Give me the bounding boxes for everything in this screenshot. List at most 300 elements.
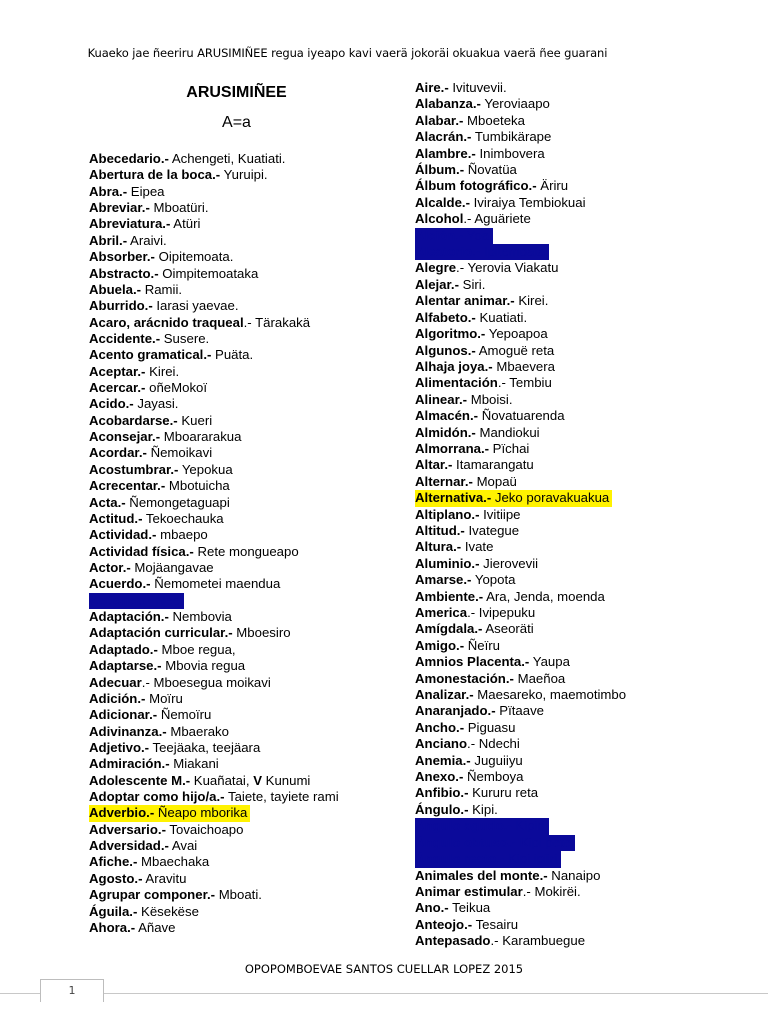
entry-definition: .- Tembiu xyxy=(497,375,552,391)
entry-term: Alternar.- xyxy=(415,473,473,489)
entry-text xyxy=(415,785,538,800)
dictionary-entry xyxy=(415,884,745,900)
entry-text xyxy=(415,178,568,193)
entry-definition: Kipi pete xyxy=(516,834,572,850)
entry-definition: Inimbovera xyxy=(475,145,545,161)
entry-text xyxy=(89,675,271,690)
entry-text xyxy=(415,589,605,604)
dictionary-entry xyxy=(89,445,389,461)
dictionary-entry xyxy=(89,315,389,331)
entry-text xyxy=(89,249,233,264)
dictionary-entry xyxy=(415,917,745,933)
entry-definition: Tumbikärape xyxy=(471,129,552,145)
entry-term: Alejar.- xyxy=(415,276,459,292)
right-column xyxy=(415,80,745,950)
entry-term: America xyxy=(415,605,468,620)
entry-definition: Iviraiya Tembiokuai xyxy=(469,194,586,210)
entry-term: Adjetivo.- xyxy=(89,739,150,755)
entry-text xyxy=(89,658,245,673)
entry-text xyxy=(89,544,299,559)
entry-definition: Ramii. xyxy=(141,281,183,297)
entry-text xyxy=(89,233,167,248)
dictionary-entry xyxy=(415,703,745,719)
dictionary-entry xyxy=(89,413,389,429)
entry-term: Ángulo.- xyxy=(415,801,469,817)
entry-text xyxy=(415,195,586,210)
entry-text xyxy=(89,789,339,804)
dictionary-entry xyxy=(415,293,745,309)
entry-term: Abreviatura.- xyxy=(89,216,171,232)
entry-text xyxy=(415,113,525,128)
entry-text xyxy=(415,441,529,456)
entry-text xyxy=(415,868,600,883)
dictionary-entry xyxy=(415,802,745,818)
entry-definition: oñeMokoï xyxy=(145,380,208,396)
dictionary-entry xyxy=(415,310,745,326)
entry-text xyxy=(415,293,548,308)
entry-definition: Ñemoikavi xyxy=(146,445,213,461)
dictionary-entry xyxy=(415,539,745,555)
entry-text xyxy=(89,445,212,460)
entry-term: Actitud.- xyxy=(89,510,143,526)
entry-term: Animales del monte.- xyxy=(415,867,548,883)
entry-definition: Mojäangavae xyxy=(130,559,214,575)
entry-definition: Mbaerako xyxy=(166,723,229,739)
entry-term: Abecedario.- xyxy=(89,151,169,166)
entry-definition: Ivate xyxy=(461,539,494,555)
dictionary-entry xyxy=(415,474,745,490)
entry-text xyxy=(89,282,182,297)
entry-definition: Yoa xyxy=(463,227,490,243)
entry-term: Algunos.- xyxy=(415,342,476,358)
entry-text xyxy=(89,331,209,346)
entry-term: Altitud.- xyxy=(415,522,465,538)
entry-definition: Ñeapo mborika xyxy=(154,805,248,821)
entry-term: Ángulo obtuso.- xyxy=(415,834,517,850)
entry-definition: Ñemometei maendua xyxy=(150,576,281,592)
dictionary-entry xyxy=(89,233,389,249)
entry-text xyxy=(89,495,230,510)
entry-definition: Oimpitemoataka xyxy=(158,265,259,281)
entry-definition: mbaepo xyxy=(156,527,208,543)
entry-text xyxy=(415,687,626,702)
entry-definition: Tekoechauka xyxy=(142,510,224,526)
entry-text xyxy=(415,228,493,244)
entry-term: Abuela.- xyxy=(89,281,142,297)
entry-definition: Ara, Jenda, moenda xyxy=(483,588,605,604)
entry-text xyxy=(415,392,512,407)
entry-definition: Mopaü xyxy=(472,473,517,489)
entry-term: Adicionar.- xyxy=(89,707,158,723)
entry-term: Adaptación.- xyxy=(89,609,169,625)
dictionary-entry xyxy=(415,277,745,293)
entry-term: Aconsejar.- xyxy=(89,429,161,445)
dictionary-entry xyxy=(415,195,745,211)
entry-definition: Mboesiro xyxy=(232,625,291,641)
dictionary-entry xyxy=(89,773,389,789)
entry-definition: Kësekëse xyxy=(137,903,199,919)
entry-term: Acrecentar.- xyxy=(89,478,166,494)
dictionary-entry xyxy=(89,347,389,363)
entry-text xyxy=(415,490,612,506)
page-footer: OPOPOMBOEVAE SANTOS CUELLAR LOPEZ 2015 xyxy=(244,962,524,976)
dictionary-entry xyxy=(415,868,745,884)
dictionary-entry xyxy=(89,151,389,167)
dictionary-entry xyxy=(89,740,389,756)
entry-term: Aceptar.- xyxy=(89,363,146,379)
dictionary-entry xyxy=(89,805,389,821)
dictionary-entry xyxy=(415,441,745,457)
dictionary-entry xyxy=(89,904,389,920)
entry-text xyxy=(89,200,208,215)
entry-definition: Yuruipi. xyxy=(220,167,268,183)
dictionary-entry xyxy=(89,331,389,347)
entry-definition: Maesareko, maemotimbo xyxy=(473,687,627,703)
entry-term: Alción.- xyxy=(415,227,464,243)
entry-term: Ambiente.- xyxy=(415,588,484,604)
entry-definition: Achengeti, Kuatiati. xyxy=(168,151,286,166)
entry-term: Alabanza.- xyxy=(415,96,481,112)
entry-text xyxy=(89,740,260,755)
entry-term: Alhaja joya.- xyxy=(415,358,493,374)
dictionary-entry xyxy=(415,589,745,605)
entry-text xyxy=(415,720,515,735)
entry-definition: Kunumi xyxy=(261,772,311,788)
entry-term: Amarse.- xyxy=(415,572,472,588)
entry-term: Analizar.- xyxy=(415,687,474,703)
entry-definition: Ñovatuarenda xyxy=(478,408,565,424)
entry-text xyxy=(415,703,544,718)
dictionary-entry xyxy=(89,167,389,183)
entry-text xyxy=(89,576,280,591)
entry-definition: Yepoapoa xyxy=(485,326,548,342)
entry-term: Águila.- xyxy=(89,903,138,919)
entry-text xyxy=(415,162,517,177)
entry-definition: Mboararakua xyxy=(160,429,242,445)
entry-term: Aleatorio.- xyxy=(415,244,481,260)
entry-term: Acordar.- xyxy=(89,445,147,461)
entry-definition: Mboeteka xyxy=(463,112,525,128)
entry-definition: Añave xyxy=(135,919,176,935)
entry-text xyxy=(89,560,214,575)
entry-definition: Rete mongueapo xyxy=(193,543,299,559)
entry-term: Alternativa.- xyxy=(415,490,492,506)
dictionary-entry xyxy=(89,380,389,396)
entry-text xyxy=(89,429,241,444)
dictionary-entry xyxy=(89,887,389,903)
dictionary-entry xyxy=(415,523,745,539)
entry-definition: Eipea xyxy=(127,183,165,199)
entry-text xyxy=(415,474,517,489)
entry-term: Alacrán.- xyxy=(415,129,472,145)
entry-text xyxy=(415,457,534,472)
entry-text xyxy=(415,244,549,260)
entry-definition: .- Ndechi xyxy=(467,736,520,752)
entry-term: Alabar.- xyxy=(415,112,464,128)
entry-text xyxy=(415,425,540,440)
entry-text xyxy=(89,724,229,739)
dictionary-entry xyxy=(89,691,389,707)
dictionary-entry xyxy=(415,228,745,244)
entry-text xyxy=(89,151,285,166)
entry-term: Ángulo agudo.- xyxy=(415,818,512,834)
dictionary-entry xyxy=(89,560,389,576)
entry-term: Agrupar componer.- xyxy=(89,887,216,903)
entry-term: Álbum.- xyxy=(415,162,465,178)
dictionary-entry xyxy=(89,298,389,314)
entry-definition: .- Mboesegua moikavi xyxy=(141,674,271,690)
entry-term: Adaptarse.- xyxy=(89,658,162,674)
entry-text xyxy=(89,315,310,330)
entry-text xyxy=(415,917,518,932)
entry-text xyxy=(415,310,527,325)
dictionary-entry xyxy=(415,113,745,129)
entry-term: Alentar animar.- xyxy=(415,293,515,309)
dictionary-entry xyxy=(89,609,389,625)
entry-term: Absorber.- xyxy=(89,249,155,265)
entry-term: Ángulo recto.- xyxy=(415,851,505,867)
entry-text xyxy=(415,277,485,292)
dictionary-entry xyxy=(415,835,745,851)
entry-text xyxy=(415,933,585,948)
entry-text xyxy=(415,638,500,653)
entry-definition: Jayasi. xyxy=(133,396,179,412)
entry-definition: Mandiokui xyxy=(475,424,540,440)
entry-definition: Moïru xyxy=(145,690,183,706)
entry-term: Anaranjado.- xyxy=(415,703,496,719)
dictionary-entry xyxy=(89,707,389,723)
dictionary-entry xyxy=(89,266,389,282)
entry-text xyxy=(89,396,178,411)
dictionary-entry xyxy=(415,457,745,473)
dictionary-entry xyxy=(89,396,389,412)
entry-term: Aburrido.- xyxy=(89,298,153,314)
entry-definition: Aravitu xyxy=(142,870,187,886)
entry-term: Acústica.- xyxy=(89,592,153,608)
dictionary-entry xyxy=(89,756,389,772)
entry-definition: .- Tärakakä xyxy=(243,314,311,330)
entry-text xyxy=(89,298,239,313)
dictionary-entry xyxy=(89,920,389,936)
entry-definition: Ivategue xyxy=(464,522,520,538)
entry-definition: Maeñoa xyxy=(513,670,566,686)
entry-text xyxy=(89,805,250,821)
entry-term: Alcalde.- xyxy=(415,194,470,210)
entry-text xyxy=(89,609,232,624)
dictionary-entry xyxy=(89,544,389,560)
entry-term: Acido.- xyxy=(89,396,134,412)
entry-term: Acaro, arácnido traqueal xyxy=(89,314,244,330)
entry-term: Alegre xyxy=(415,260,457,276)
entry-text xyxy=(415,343,554,358)
dictionary-entry xyxy=(415,605,745,621)
entry-definition: Tesairu xyxy=(472,916,519,932)
entry-text xyxy=(415,80,507,95)
entry-text xyxy=(415,539,493,554)
entry-definition: Piguasu xyxy=(464,719,516,735)
entry-text xyxy=(89,773,310,788)
entry-term: Alimentación xyxy=(415,375,498,391)
entry-term: Adoptar como hijo/a.- xyxy=(89,789,225,805)
dictionary-entry xyxy=(415,129,745,145)
entry-text xyxy=(415,900,490,915)
entry-term: Alinear.- xyxy=(415,391,468,407)
dictionary-entry xyxy=(415,507,745,523)
entry-term: Algoritmo.- xyxy=(415,326,486,342)
entry-definition: Susere. xyxy=(160,330,210,346)
entry-definition: Yeroviaapo xyxy=(480,96,550,112)
dictionary-entry xyxy=(415,556,745,572)
entry-definition: .- Mokirëi. xyxy=(522,883,581,899)
dictionary-entry xyxy=(415,785,745,801)
entry-definition: Jeko poravakuakua xyxy=(491,490,610,506)
dictionary-entry xyxy=(89,822,389,838)
dictionary-entry xyxy=(89,724,389,740)
entry-definition: Oipitemoata. xyxy=(154,249,234,265)
dictionary-entry xyxy=(415,671,745,687)
entry-term: Almorrana.- xyxy=(415,440,490,456)
entry-text xyxy=(89,266,258,281)
dictionary-entry xyxy=(415,687,745,703)
entry-definition: Ivitiipe xyxy=(479,506,521,522)
entry-term: Agosto.- xyxy=(89,870,143,886)
page-number-tab xyxy=(40,979,104,1002)
entry-definition: Mboe regua, xyxy=(157,641,236,657)
entry-definition: Ñemboya xyxy=(463,769,524,785)
section-letter-heading: A=a xyxy=(222,114,251,131)
entry-definition: Yepokua xyxy=(178,461,233,477)
entry-definition: Iarasi yaevae. xyxy=(152,298,239,314)
dictionary-entry xyxy=(89,216,389,232)
entry-text xyxy=(415,211,531,226)
entry-definition: Nembovia xyxy=(168,609,232,625)
entry-definition: Kueri xyxy=(177,412,213,428)
entry-text xyxy=(415,129,551,144)
dictionary-entry xyxy=(415,720,745,736)
entry-definition: Mbotuicha xyxy=(165,478,230,494)
dictionary-entry xyxy=(89,854,389,870)
left-entry-list xyxy=(89,151,389,936)
entry-definition: Ñovatüa xyxy=(464,162,517,178)
entry-text xyxy=(415,146,545,161)
entry-term: Álbum fotográfico.- xyxy=(415,178,537,194)
entry-term: Actividad física.- xyxy=(89,543,194,559)
entry-term: Abra.- xyxy=(89,183,128,199)
entry-term: Ancho.- xyxy=(415,719,465,735)
entry-definition: Kirei. xyxy=(145,363,180,379)
dictionary-entry xyxy=(89,642,389,658)
entry-term: Almacén.- xyxy=(415,408,479,424)
entry-text xyxy=(415,326,548,341)
entry-term: Actividad.- xyxy=(89,527,157,543)
entry-term: Adversidad.- xyxy=(89,838,169,854)
entry-definition: Juguiiyu xyxy=(470,752,523,768)
entry-definition: Mboisi. xyxy=(467,391,513,407)
entry-definition: .- Ivipepuku xyxy=(467,605,536,620)
entry-term: Anexo.- xyxy=(415,769,464,785)
entry-term: Acuerdo.- xyxy=(89,576,151,592)
page-number: 1 xyxy=(68,984,76,997)
entry-term: Adaptado.- xyxy=(89,641,158,657)
entry-definition: Mbaechaka xyxy=(137,854,210,870)
dictionary-entry xyxy=(415,425,745,441)
entry-definition: Puäta. xyxy=(211,347,254,363)
entry-definition: Itamarangatu xyxy=(452,457,534,473)
entry-text xyxy=(89,478,230,493)
entry-definition: Aseoräti xyxy=(482,621,534,637)
entry-text xyxy=(89,854,209,869)
entry-term: Acobardarse.- xyxy=(89,412,178,428)
entry-text xyxy=(415,507,521,522)
entry-text xyxy=(415,753,523,768)
entry-definition: Yaupa xyxy=(529,654,570,670)
entry-text xyxy=(415,260,558,275)
entry-text xyxy=(89,642,236,657)
entry-text xyxy=(415,556,538,571)
entry-definition: Pïchai xyxy=(489,440,530,456)
entry-definition: Kipi ipiiri xyxy=(504,851,558,867)
right-entry-list xyxy=(415,80,745,950)
entry-term: Admiración.- xyxy=(89,756,170,772)
entry-definition: Yopota xyxy=(471,572,516,588)
entry-text xyxy=(89,167,268,182)
dictionary-entry xyxy=(89,871,389,887)
dictionary-entry xyxy=(415,326,745,342)
dictionary-entry xyxy=(89,527,389,543)
entry-definition: Ñeïru xyxy=(464,637,501,653)
entry-definition: Avai xyxy=(168,838,198,854)
entry-text xyxy=(89,625,291,640)
entry-text xyxy=(89,707,211,722)
entry-definition: Jierovevii xyxy=(479,555,539,571)
dictionary-entry xyxy=(89,593,389,609)
entry-definition: Ñemongetaguapi xyxy=(125,494,230,510)
entry-definition: .- Aguäriete xyxy=(463,211,531,227)
entry-definition: Amoguë reta xyxy=(475,342,555,358)
entry-term: Anteojo.- xyxy=(415,916,473,932)
dictionary-entry xyxy=(89,462,389,478)
entry-definition: Pïtaave xyxy=(495,703,544,719)
dictionary-entry xyxy=(89,576,389,592)
document-title: ARUSIMIÑEE xyxy=(186,84,287,101)
entry-text xyxy=(415,96,550,111)
dictionary-entry xyxy=(415,572,745,588)
entry-text xyxy=(415,818,549,834)
dictionary-entry xyxy=(415,359,745,375)
entry-text xyxy=(415,572,515,587)
entry-term: Adecuar xyxy=(89,674,142,690)
entry-definition: Nanaipo xyxy=(547,867,601,883)
entry-definition: Kuatiati. xyxy=(475,309,528,325)
entry-term: Aire.- xyxy=(415,80,449,95)
entry-text xyxy=(415,408,565,423)
dictionary-entry xyxy=(89,625,389,641)
entry-definition: Mbaevera xyxy=(492,358,555,374)
entry-definition: Kuañatai, xyxy=(190,772,254,788)
entry-term: Alambre.- xyxy=(415,145,476,161)
entry-term: Alcohol xyxy=(415,211,464,227)
entry-definition: Taiete, tayiete rami xyxy=(224,789,339,805)
entry-text xyxy=(415,605,535,620)
entry-text xyxy=(415,884,581,899)
entry-definition: Kipiri xyxy=(511,818,545,834)
entry-term: Ahora.- xyxy=(89,919,136,935)
entry-term: Alfabeto.- xyxy=(415,309,476,325)
entry-definition: Teejäaka, teejäara xyxy=(149,739,261,755)
entry-term: Acostumbrar.- xyxy=(89,461,179,477)
entry-definition: Äriru xyxy=(536,178,569,194)
dictionary-entry xyxy=(415,769,745,785)
